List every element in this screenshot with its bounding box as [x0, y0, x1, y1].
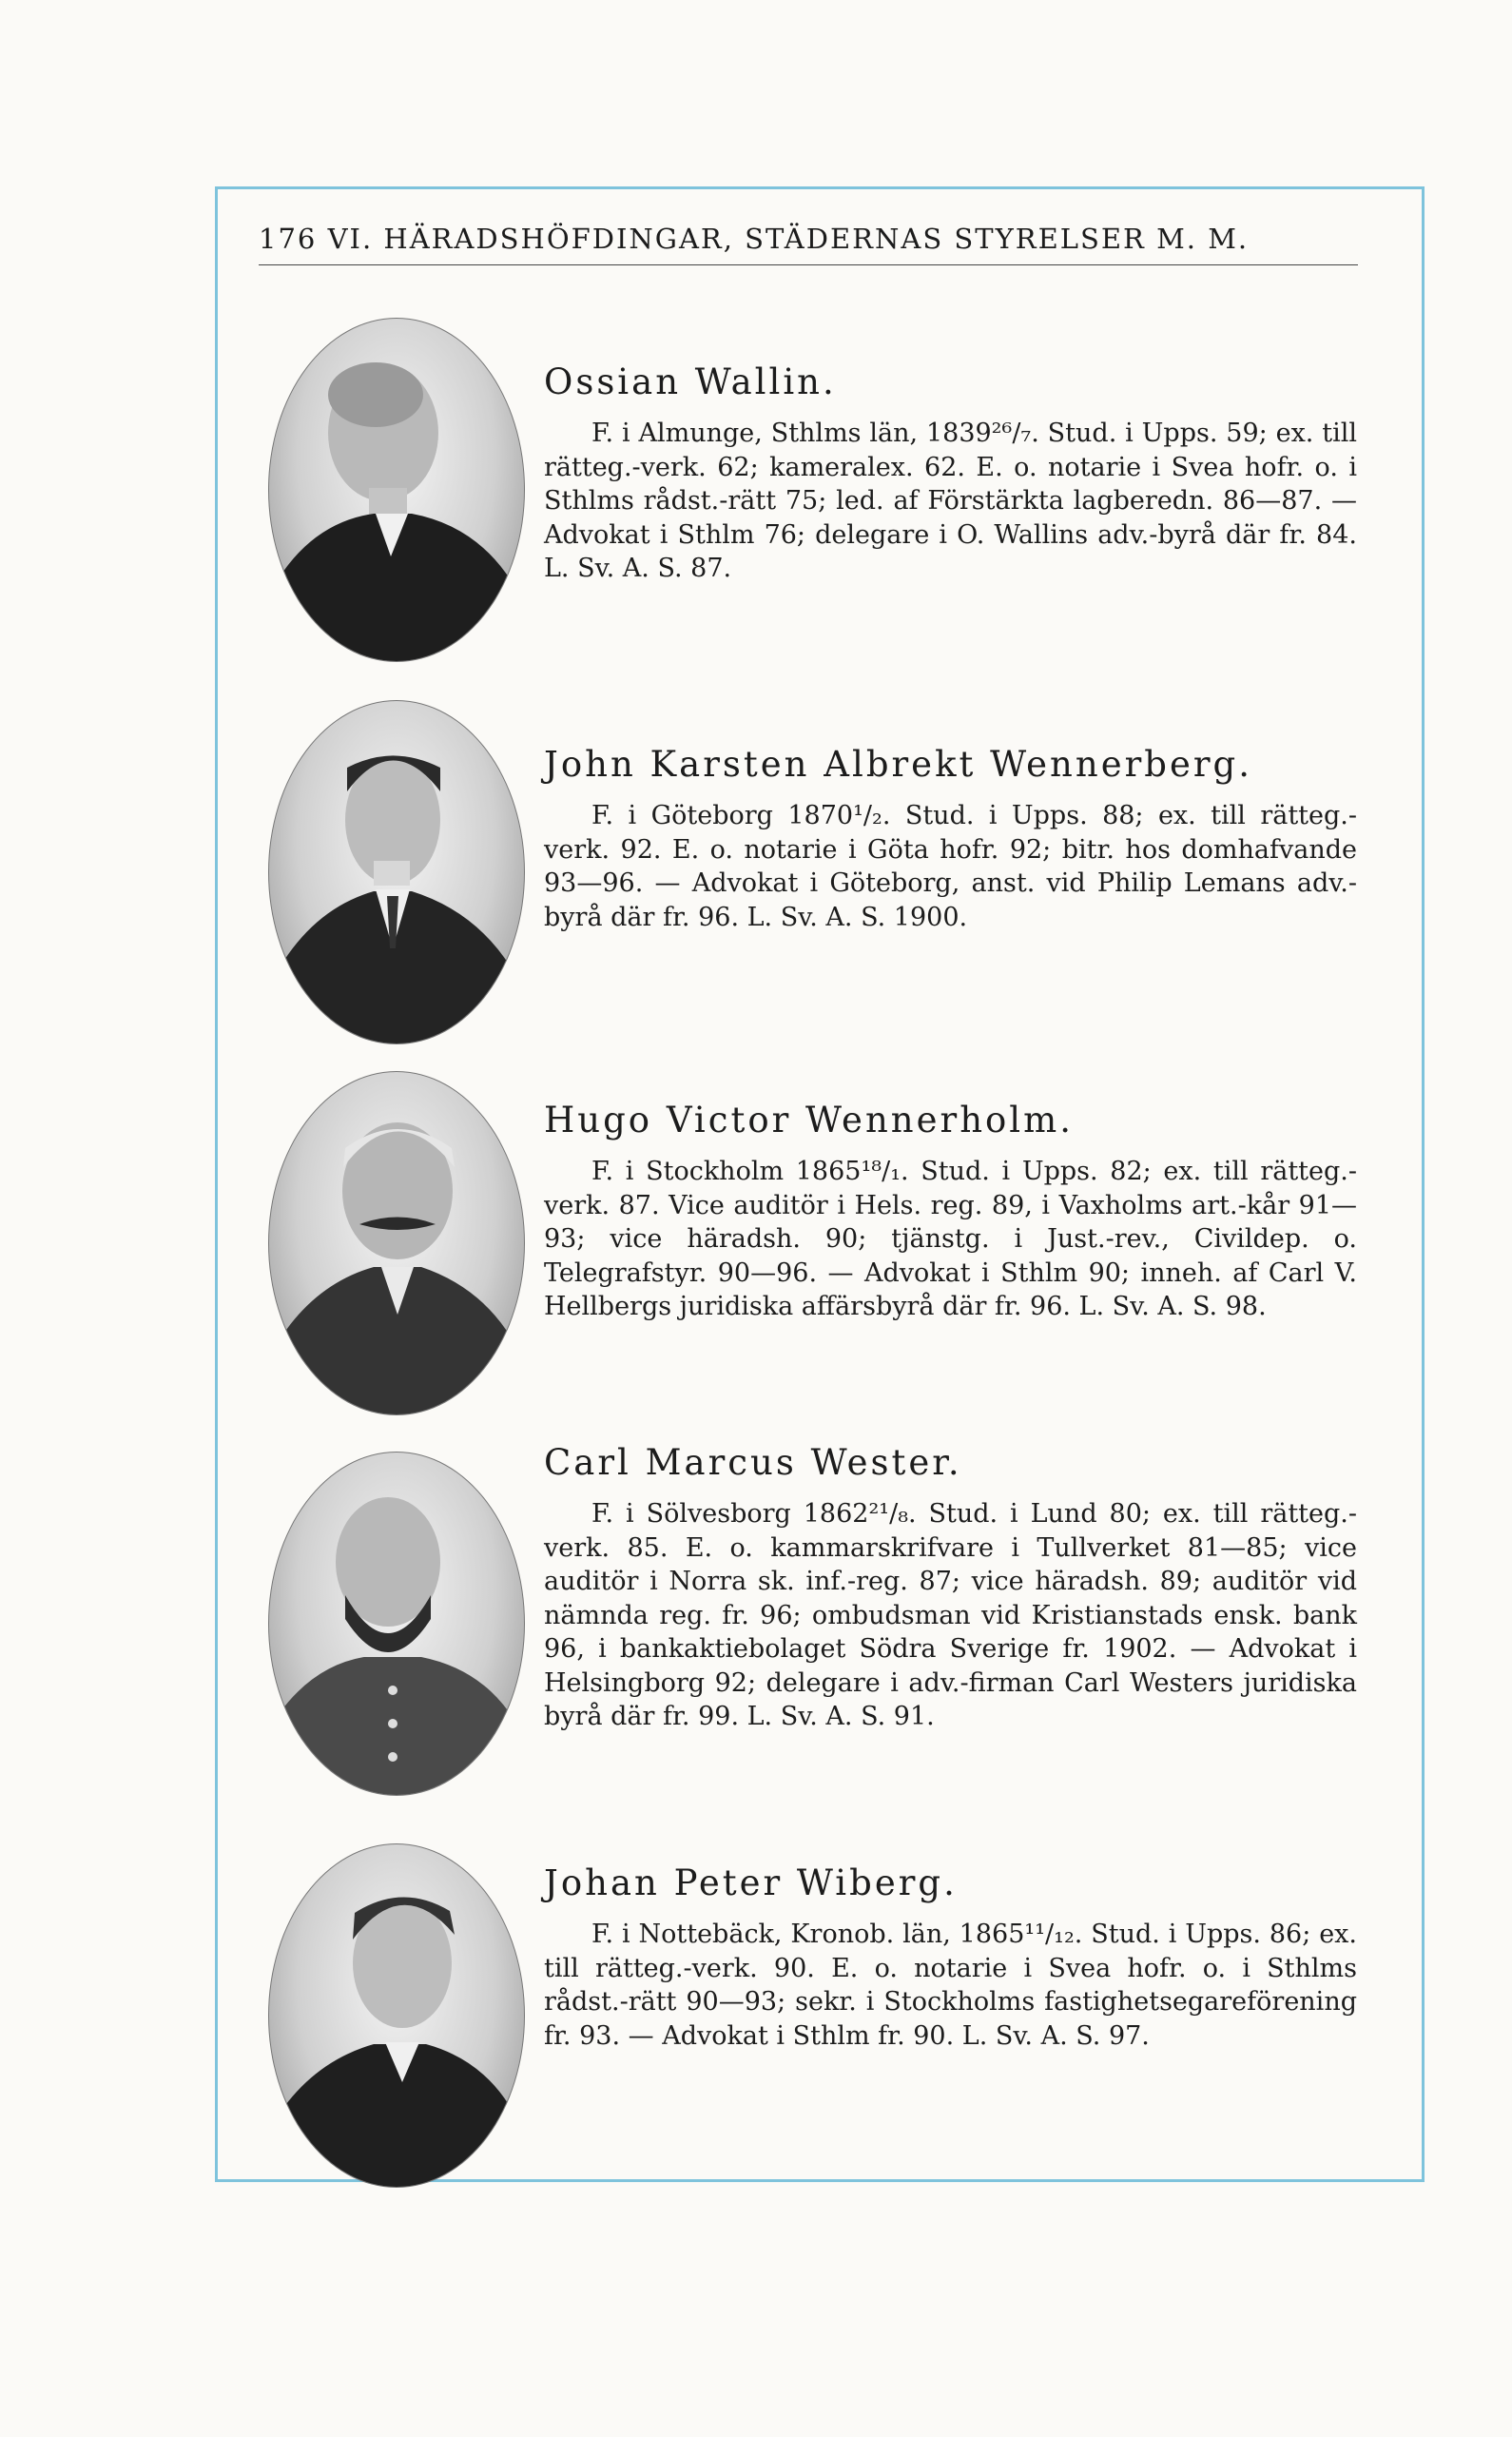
person-name: Ossian Wallin.: [544, 361, 837, 402]
person-name: John Karsten Albrekt Wennerberg.: [544, 744, 1252, 785]
portrait-photo: [268, 1452, 525, 1796]
portrait-photo: [268, 1843, 525, 2188]
person-name: Hugo Victor Wennerholm.: [544, 1100, 1074, 1141]
portrait-photo: [268, 1071, 525, 1415]
portrait-photo: [268, 318, 525, 662]
entry-text: [544, 361, 1357, 586]
entry-text: [544, 1442, 1357, 1734]
person-bio: F. i Stockholm 1865¹⁸/₁. Stud. i Upps. 82; ex. till rätteg.-verk. 87. Vice auditör i Hels. reg. 89, i Vaxholms art.-kår 91—93; vice häradsh. 90; tjänstg. i Just.-rev., Civildep. o. Telegrafstyr. 90—96. — Advokat i Sthlm 90; inneh. af Carl V. Hellbergs juridiska affärsbyrå där fr. 96. L. Sv. A. S. 98.: [544, 1157, 1357, 1321]
person-bio: F. i Göteborg 1870¹/₂. Stud. i Upps. 88; ex. till rätteg.-verk. 92. E. o. notarie i Göta hofr. 92; bitr. hos domhafvande 93—96. — Advokat i Göteborg, anst. vid Philip Lemans adv.-byrå där fr. 96. L. Sv. A. S. 1900.: [544, 801, 1357, 932]
entry-text: [544, 744, 1357, 934]
header-rule: [259, 264, 1358, 265]
person-bio: F. i Sölvesborg 1862²¹/₈. Stud. i Lund 80; ex. till rätteg.-verk. 85. E. o. kammarskrifvare i Tullverket 81—85; vice auditör i Norra sk. inf.-reg. 87; vice häradsh. 89; auditör vid nämnda reg. fr. 96; ombudsman vid Kristianstads ensk. bank 96, i bankaktiebolaget Södra Sverige fr. 1902. — Advokat i Helsingborg 92; delegare i adv.-firman Carl Westers juridiska byrå där fr. 99. L. Sv. A. S. 91.: [544, 1499, 1357, 1731]
person-name: Carl Marcus Wester.: [544, 1442, 962, 1483]
person-bio: F. i Almunge, Sthlms län, 1839²⁶/₇. Stud. i Upps. 59; ex. till rätteg.-verk. 62; kameralex. 62. E. o. notarie i Svea hofr. o. i Sthlms rådst.-rätt 75; led. af Förstärkta lagberedn. 86—87. — Advokat i Sthlm 76; delegare i O. Wallins adv.-byrå där fr. 84. L. Sv. A. S. 87.: [544, 419, 1357, 583]
running-header: 176 VI. HÄRADSHÖFDINGAR, STÄDERNAS STYRELSER M. M.: [259, 223, 1250, 255]
entry-text: [544, 1100, 1357, 1324]
person-bio: F. i Nottebäck, Kronob. län, 1865¹¹/₁₂. Stud. i Upps. 86; ex. till rätteg.-verk. 90. E. o. notarie i Svea hofr. o. i Sthlms rådst.-rätt 90—93; sekr. i Stockholms fastighetsegareförening fr. 93. — Advokat i Sthlm fr. 90. L. Sv. A. S. 97.: [544, 1920, 1357, 2051]
portrait-photo: [268, 700, 525, 1044]
person-name: Johan Peter Wiberg.: [544, 1862, 958, 1903]
entry-text: [544, 1862, 1357, 2053]
